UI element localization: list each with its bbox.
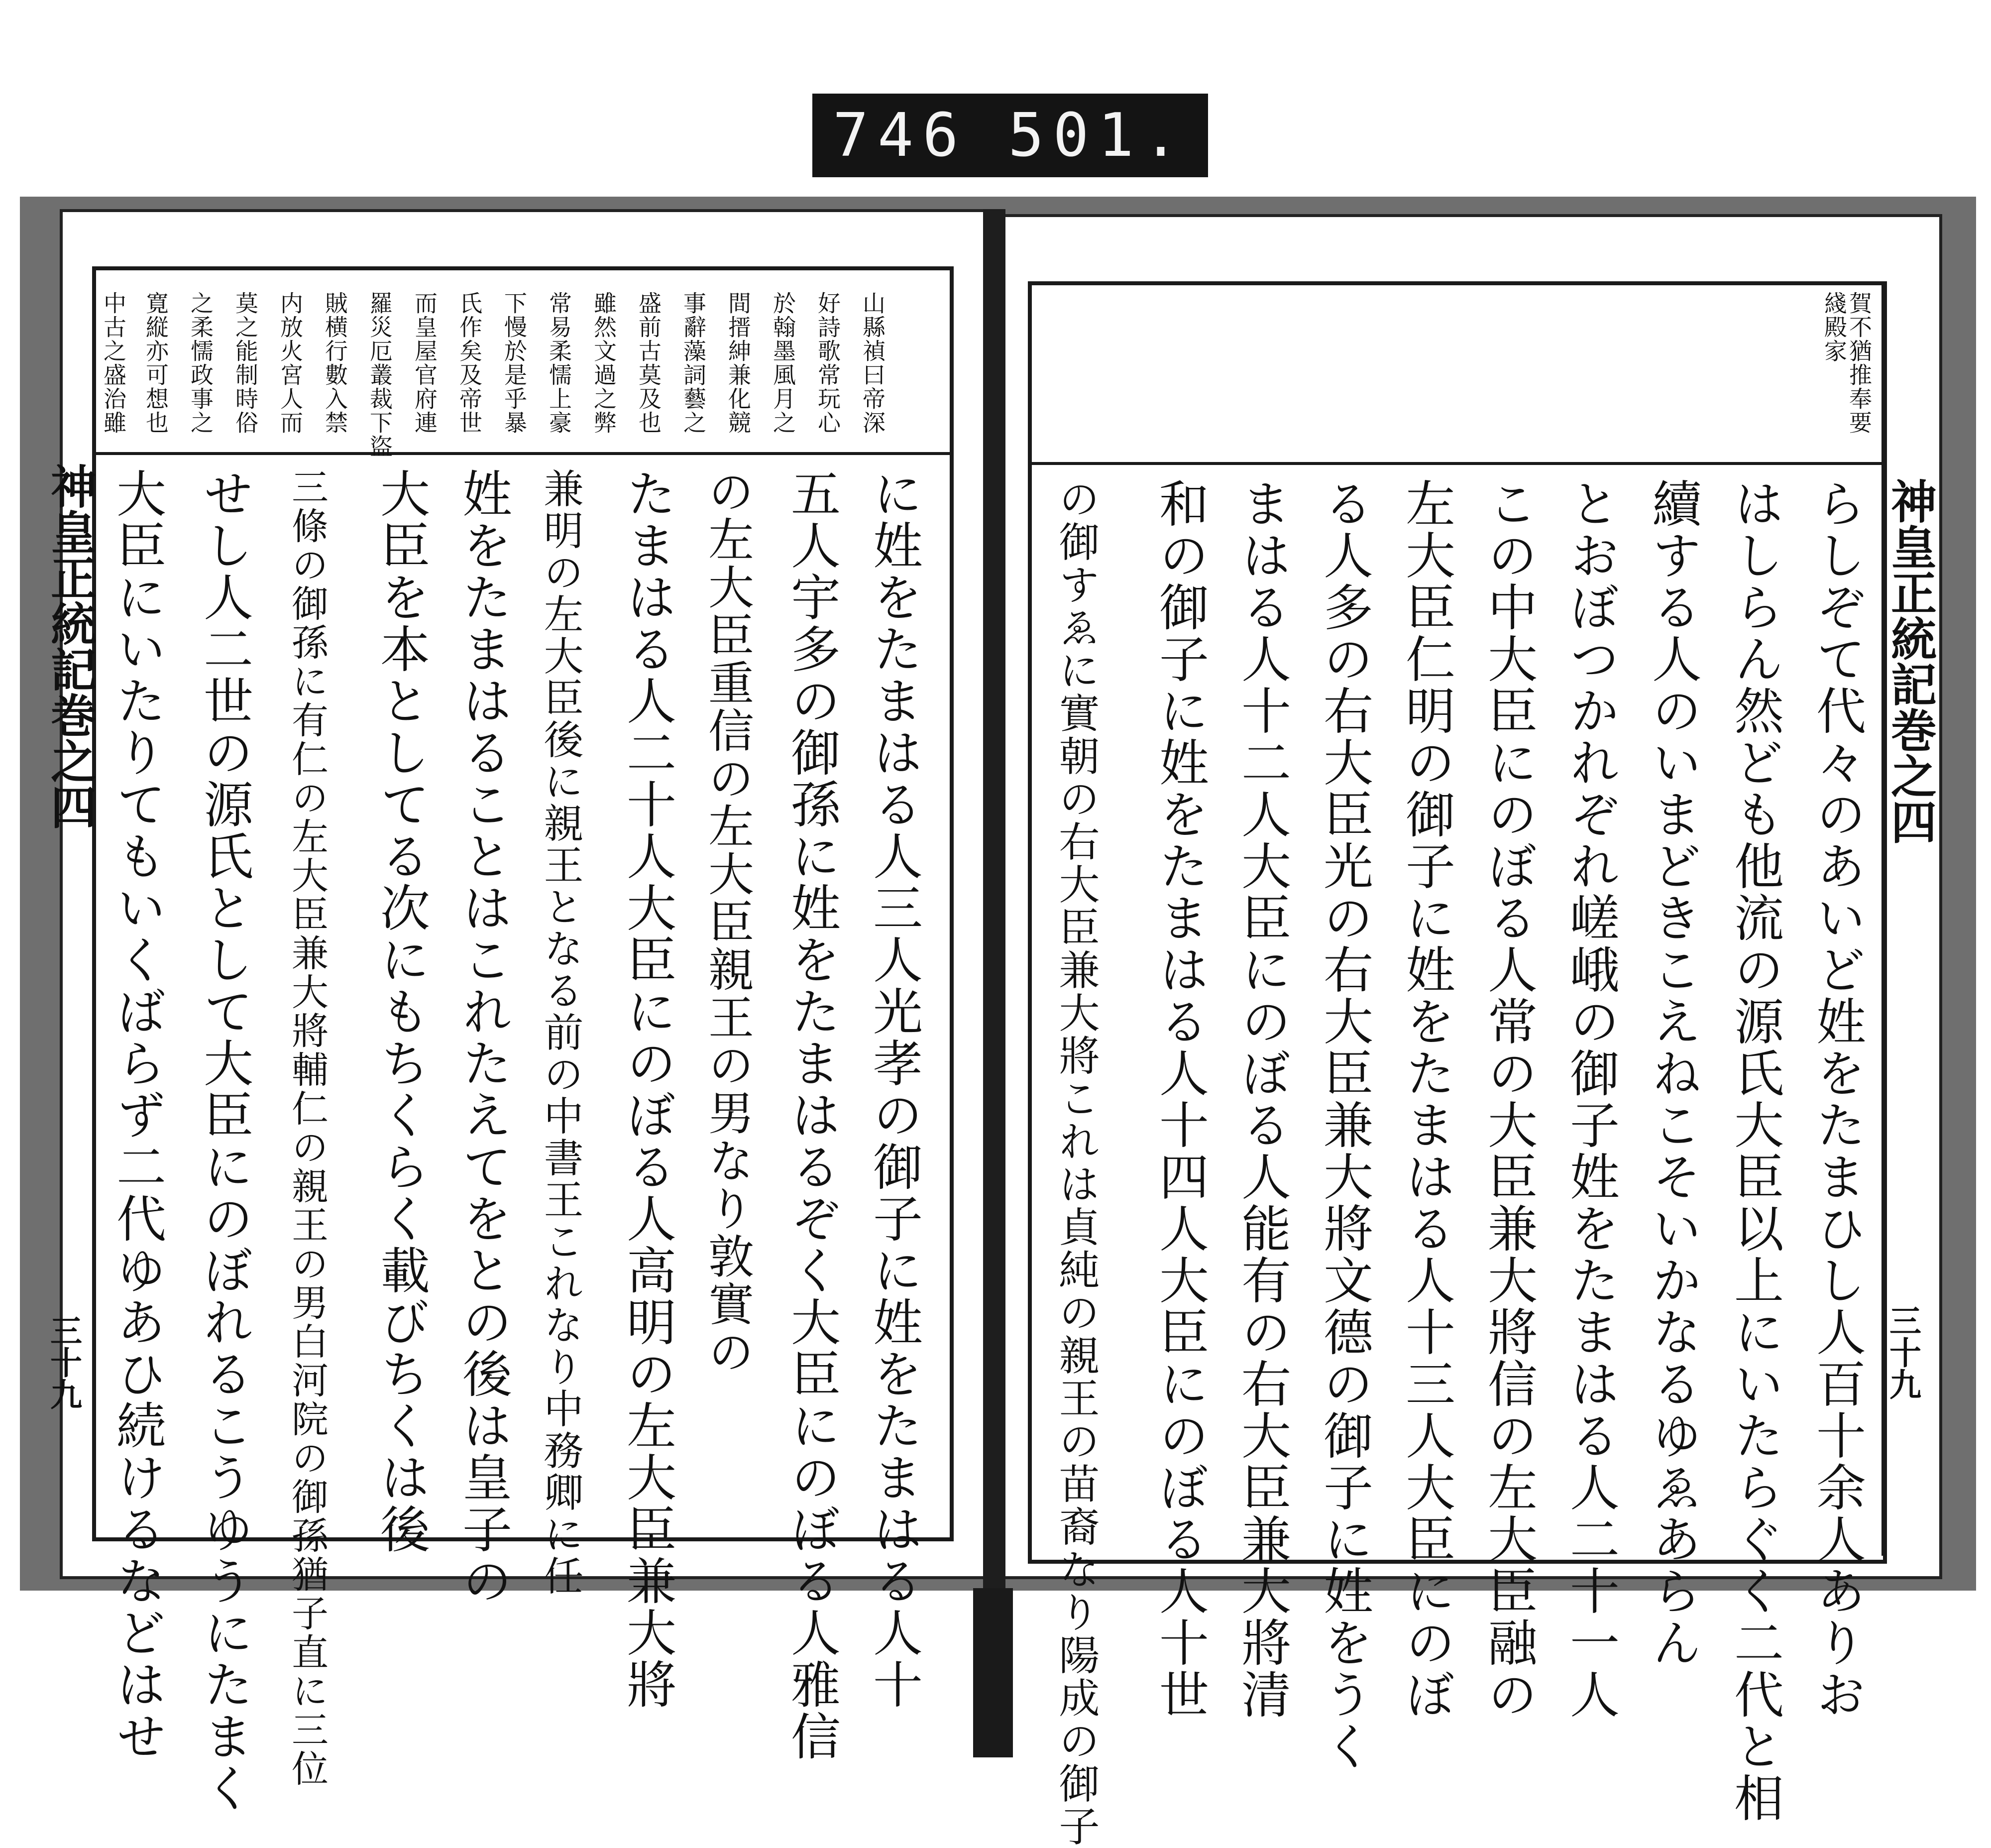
right-body-column: まはる人十二人大臣にのぼる人能有の右大臣兼大將清 [1233, 478, 1291, 1721]
left-headnote-line: 好詩歌常玩心 [814, 291, 841, 435]
right-body-column: る人多の右大臣光の右大臣兼大將文德の御子に姓をうく [1315, 478, 1373, 1772]
left-headnote-line: 氏作矣及帝世 [456, 291, 483, 435]
right-body-column: はしらん然ども他流の源氏大臣以上にいたらぐく二代と相 [1726, 478, 1784, 1824]
catalog-number-right: 501. [1008, 101, 1188, 170]
left-body-column: に姓をたまはる人三人光孝の御子に姓をたまはる人十 [865, 468, 923, 1711]
left-body-column: 兼明の左大臣後に親王となる前の中書王これなり中務卿に任 [537, 468, 583, 1597]
catalog-number-left: 746 [832, 101, 968, 170]
left-headnote-line: 賊横行數入禁 [322, 291, 348, 435]
left-headnote-line: 於翰墨風月之 [770, 291, 796, 435]
left-body-column: 五人宇多の御孫に姓をたまはるぞく大臣にのぼる人雅信 [782, 468, 841, 1762]
left-headnote-line: 事辭藻詞藝之 [680, 291, 707, 435]
left-headnote-line: 中古之盛治雖 [100, 291, 127, 435]
right-body-column: とおぼつかれぞれ嵯峨の御子姓をたまはる人二十一人 [1561, 478, 1620, 1721]
left-headnote-line: 下慢於是乎暴 [501, 291, 528, 435]
left-headnote-line: 常易柔懦上豪 [546, 291, 572, 435]
left-body-column: 大臣を本としてる次にもちくらく載びちくは後 [372, 468, 430, 1555]
right-body-column: 和の御子に姓をたまはる人十四人大臣にのぼる人十世 [1151, 478, 1209, 1721]
right-headnote-line: 綫殿家 [1821, 291, 1848, 363]
right-body-column: らしぞて代々のあいど姓をたまひし人百十余人ありお [1808, 478, 1866, 1721]
right-body-column: この中大臣にのぼる人常の大臣兼大將信の左大臣融の [1479, 478, 1538, 1721]
left-headnote-line: 盛前古莫及也 [635, 291, 662, 435]
left-headnote-line: 間搢紳兼化競 [725, 291, 752, 435]
left-headnote-line: 羅災厄叢裁下盜 [366, 291, 393, 459]
book-gutter [983, 209, 1005, 1598]
right-body-column: 左大臣仁明の御子に姓をたまはる人十三人大臣にのぼ [1397, 478, 1455, 1721]
left-headnote-line: 而皇屋官府連 [411, 291, 438, 435]
left-margin-title: 神皇正統記巻之四 [43, 463, 97, 829]
left-headnote-line: 内放火宮人而 [277, 291, 304, 435]
left-body-column: たまはる人二十人大臣にのぼる人高明の左大臣兼大將 [618, 468, 676, 1711]
left-headnote-line: 之柔懦政事之 [187, 291, 214, 435]
right-body-column: の御すゑに實朝の右大臣兼大將これは貞純の親王の苗裔なり陽成の御子 [1052, 478, 1100, 1848]
left-page-number: 三十九 [45, 1314, 82, 1410]
right-headnote-band [1032, 285, 1883, 465]
catalog-number-label [812, 94, 1208, 177]
left-headnote-line: 莫之能制時俗 [232, 291, 259, 435]
spine-foot [973, 1588, 1013, 1757]
right-page-number: 三十九 [1884, 1304, 1921, 1400]
right-headnote-line: 賀不猶推奉要 [1846, 291, 1873, 435]
left-body-column: 三條の御孫に有仁の左大臣兼大將輔仁の親王の男白河院の御孫猶子直に三位 [286, 468, 329, 1788]
left-headnote-line: 雖然文過之弊 [590, 291, 617, 435]
left-body-column: せし人二世の源氏として大臣にのぼれるこうゆうにたまく [195, 468, 253, 1814]
right-body-column: 續する人のいまどきこえねこそいかなるゆゑあらん [1644, 478, 1702, 1669]
left-body-column: 姓をたまはることはこれたえてをとの後は皇子の [454, 468, 512, 1607]
left-headnote-line: 寛縦亦可想也 [142, 291, 169, 435]
left-headnote-line: 山縣禎曰帝深 [859, 291, 886, 435]
left-body-column: 大臣にいたりてもいくばらず二代ゆあひ続けるなどはせ [108, 468, 166, 1762]
right-margin-title: 神皇正統記巻之四 [1883, 478, 1937, 844]
left-body-column: の左大臣重信の左大臣親王の男なり敦實の [701, 468, 754, 1376]
